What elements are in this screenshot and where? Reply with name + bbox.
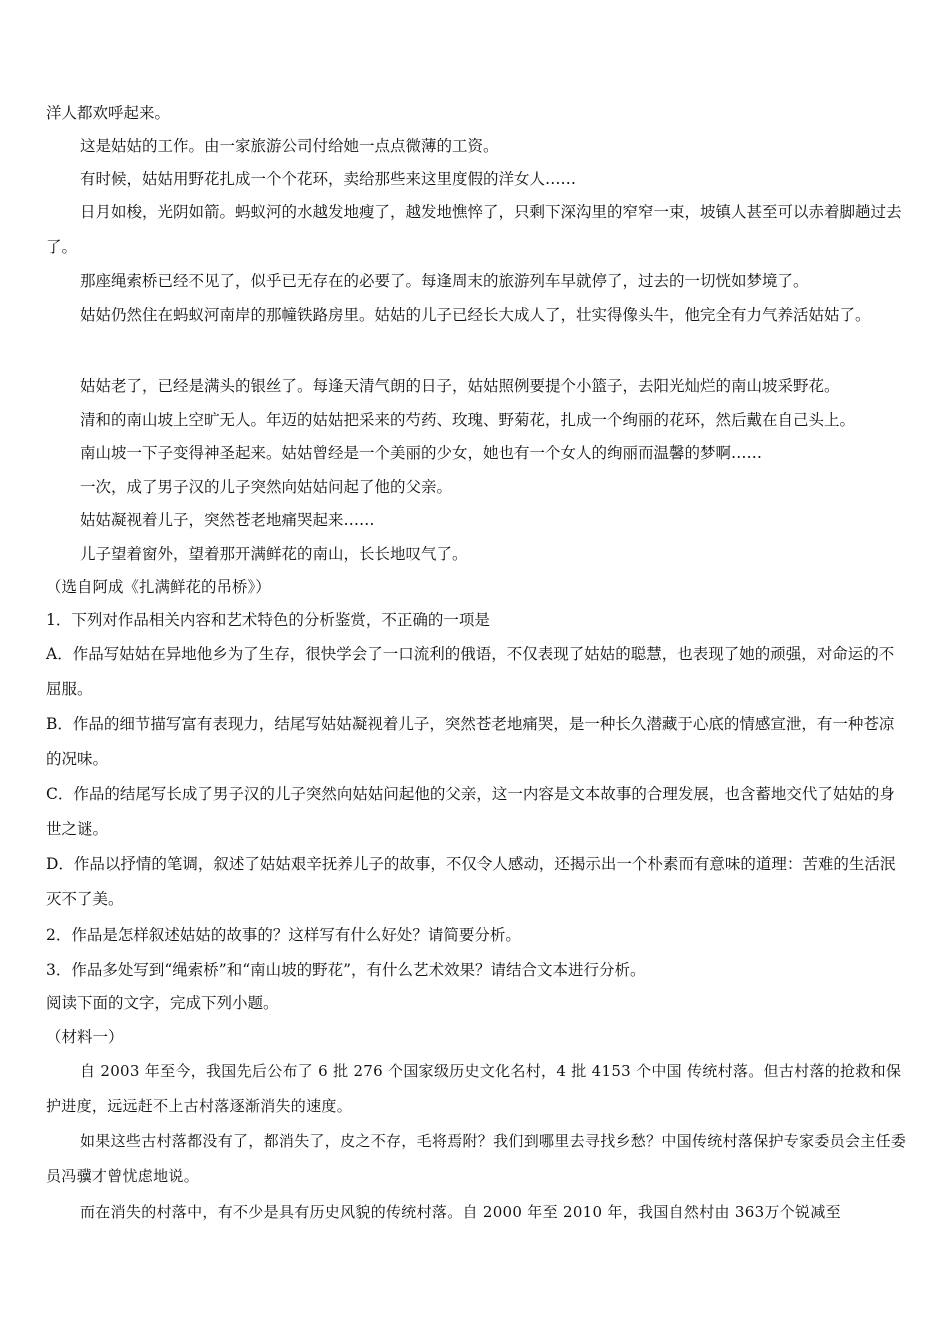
story-paragraph: 一次，成了男子汉的儿子突然向姑姑问起了他的父亲。 bbox=[80, 478, 453, 496]
question-2: 2．作品是怎样叙述姑姑的故事的？这样写有什么好处？请简要分析。 bbox=[46, 926, 521, 944]
source-citation: （选自阿成《扎满鲜花的吊桥》） bbox=[46, 578, 271, 596]
question-1: 1．下列对作品相关内容和艺术特色的分析鉴赏，不正确的一项是 bbox=[46, 611, 490, 629]
option-a: A．作品写姑姑在异地他乡为了生存，很快学会了一口流利的俄语，不仅表现了姑姑的聪慧，也表现了她的顽强，对命运的不屈服。 bbox=[46, 645, 895, 698]
material-paragraph: 而在消失的村落中，有不少是具有历史风貌的传统村落。自 2000 年至 2010 年，我国自然村由 363万个锐减至 bbox=[80, 1203, 841, 1221]
story-paragraph: 姑姑凝视着儿子，突然苍老地痛哭起来…… bbox=[80, 511, 375, 529]
material-paragraph: 如果这些古村落都没有了，都消失了，皮之不存，毛将焉附？我们到哪里去寻找乡愁？中国传统村落保护专家委员会主任委员冯骥才曾忧虑地说。 bbox=[46, 1132, 907, 1185]
option-b: B．作品的细节描写富有表现力，结尾写姑姑凝视着儿子，突然苍老地痛哭，是一种长久潜藏于心底的情感宣泄，有一种苍凉的况味。 bbox=[46, 715, 895, 768]
story-paragraph: 日月如梭，光阴如箭。蚂蚁河的水越发地瘦了，越发地憔悴了，只剩下深沟里的窄窄一束，坡镇人甚至可以赤着脚趟过去了。 bbox=[46, 203, 902, 256]
story-paragraph: 儿子望着窗外，望着那开满鲜花的南山，长长地叹气了。 bbox=[80, 545, 468, 563]
option-d: D．作品以抒情的笔调，叙述了姑姑艰辛抚养儿子的故事，不仅令人感动，还揭示出一个朴素而有意味的道理：苦难的生活泯灭不了美。 bbox=[46, 855, 896, 908]
story-paragraph: 清和的南山坡上空旷无人。年迈的姑姑把采来的芍药、玫瑰、野菊花，扎成一个绚丽的花环，然后戴在自己头上。 bbox=[80, 411, 856, 429]
story-paragraph: 南山坡一下子变得神圣起来。姑姑曾经是一个美丽的少女，她也有一个女人的绚丽而温馨的梦啊…… bbox=[80, 444, 763, 462]
material-label: （材料一） bbox=[46, 1028, 124, 1046]
story-paragraph: 这是姑姑的工作。由一家旅游公司付给她一点点微薄的工资。 bbox=[80, 137, 499, 155]
material-paragraph: 自 2003 年至今，我国先后公布了 6 批 276 个国家级历史文化名村，4 批 4153 个中国 传统村落。但古村落的抢救和保护进度，远远赶不上古村落逐渐消失的速度。 bbox=[46, 1062, 902, 1115]
story-paragraph: 有时候，姑姑用野花扎成一个个花环，卖给那些来这里度假的洋女人…… bbox=[80, 170, 577, 188]
story-paragraph: 姑姑仍然住在蚂蚁河南岸的那幢铁路房里。姑姑的儿子已经长大成人了，壮实得像头牛，他完全有力气养活姑姑了。 bbox=[80, 306, 871, 324]
option-c: C．作品的结尾写长成了男子汉的儿子突然向姑姑问起他的父亲，这一内容是文本故事的合理发展，也含蓄地交代了姑姑的身世之谜。 bbox=[46, 785, 895, 838]
story-paragraph: 洋人都欢呼起来。 bbox=[46, 104, 171, 122]
reading-intro: 阅读下面的文字，完成下列小题。 bbox=[46, 994, 279, 1012]
question-3: 3．作品多处写到“绳索桥”和“南山坡的野花”，有什么艺术效果？请结合文本进行分析。 bbox=[46, 961, 646, 979]
story-paragraph: 那座绳索桥已经不见了，似乎已无存在的必要了。每逢周末的旅游列车早就停了，过去的一切恍如梦境了。 bbox=[80, 272, 809, 290]
story-paragraph: 姑姑老了，已经是满头的银丝了。每逢天清气朗的日子，姑姑照例要提个小篮子，去阳光灿烂的南山坡采野花。 bbox=[80, 377, 840, 395]
